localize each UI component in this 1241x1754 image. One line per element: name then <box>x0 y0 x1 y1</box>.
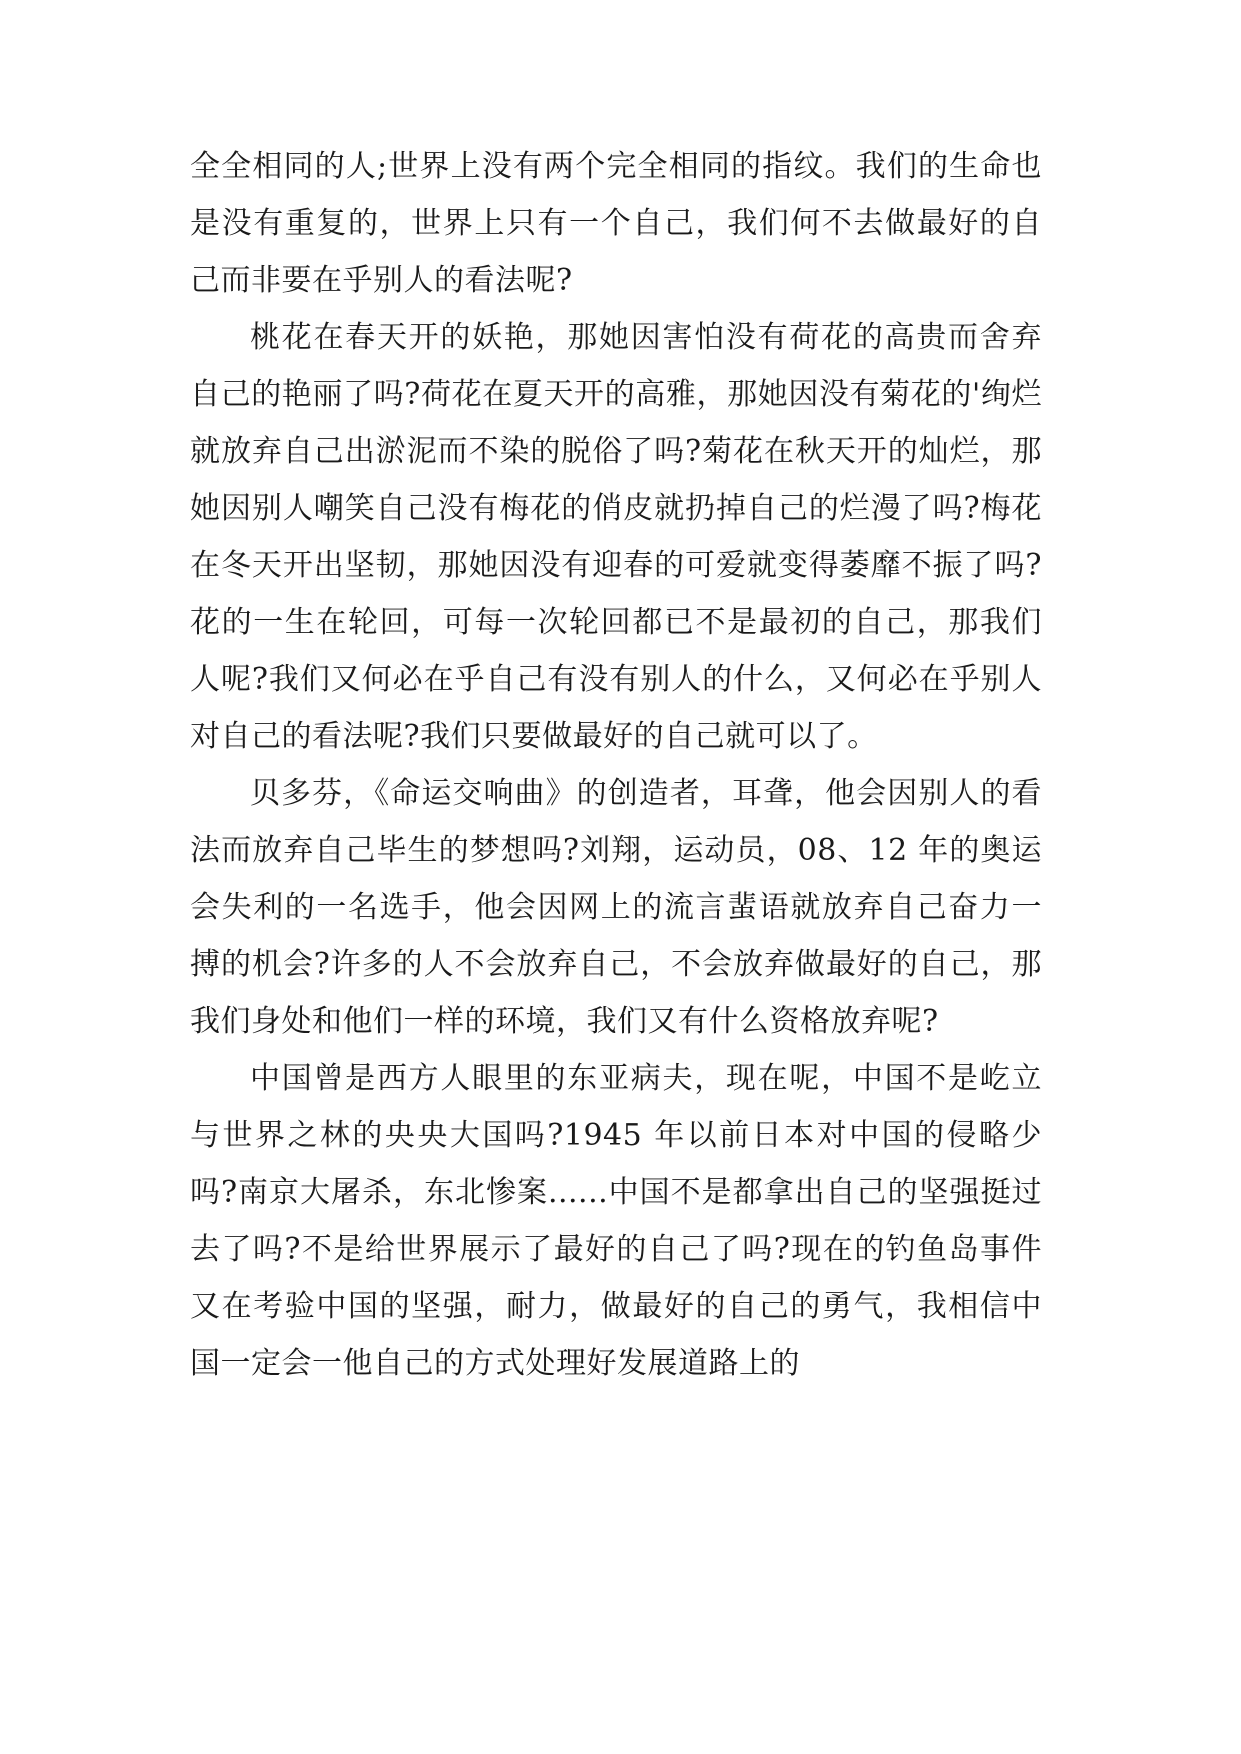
paragraph-2: 桃花在春天开的妖艳，那她因害怕没有荷花的高贵而舍弃自己的艳丽了吗?荷花在夏天开的高雅，那她因没有菊花的'绚烂就放弃自己出淤泥而不染的脱俗了吗?菊花在秋天开的灿烂，那她因别人嘲笑自己没有梅花的俏皮就扔掉自己的烂漫了吗?梅花在冬天开出坚韧，那她因没有迎春的可爱就变得萎靡不振了吗?花的一生在轮回，可每一次轮回都已不是最初的自己，那我们人呢?我们又何必在乎自己有没有别人的什么，又何必在乎别人对自己的看法呢?我们只要做最好的自己就可以了。 <box>190 320 1042 754</box>
paragraph-1: 全全相同的人;世界上没有两个完全相同的指纹。我们的生命也是没有重复的，世界上只有一个自己，我们何不去做最好的自己而非要在乎别人的看法呢? <box>190 149 1042 298</box>
paragraph-4: 中国曾是西方人眼里的东亚病夫，现在呢，中国不是屹立与世界之林的央央大国吗?1945 年以前日本对中国的侵略少吗?南京大屠杀，东北惨案......中国不是都拿出自己的坚强挺过去了吗?不是给世界展示了最好的自己了吗?现在的钓鱼岛事件又在考验中国的坚强，耐力，做最好的自己的勇气，我相信中国一定会一他自己的方式处理好发展道路上的 <box>190 1061 1042 1381</box>
paragraph-3: 贝多芬，《命运交响曲》的创造者，耳聋，他会因别人的看法而放弃自己毕生的梦想吗?刘翔，运动员，08、12 年的奥运会失利的一名选手，他会因网上的流言蜚语就放弃自己奋力一搏的机会?许多的人不会放弃自己，不会放弃做最好的自己，那我们身处和他们一样的环境，我们又有什么资格放弃呢? <box>190 776 1042 1039</box>
document-body <box>190 138 1042 1392</box>
